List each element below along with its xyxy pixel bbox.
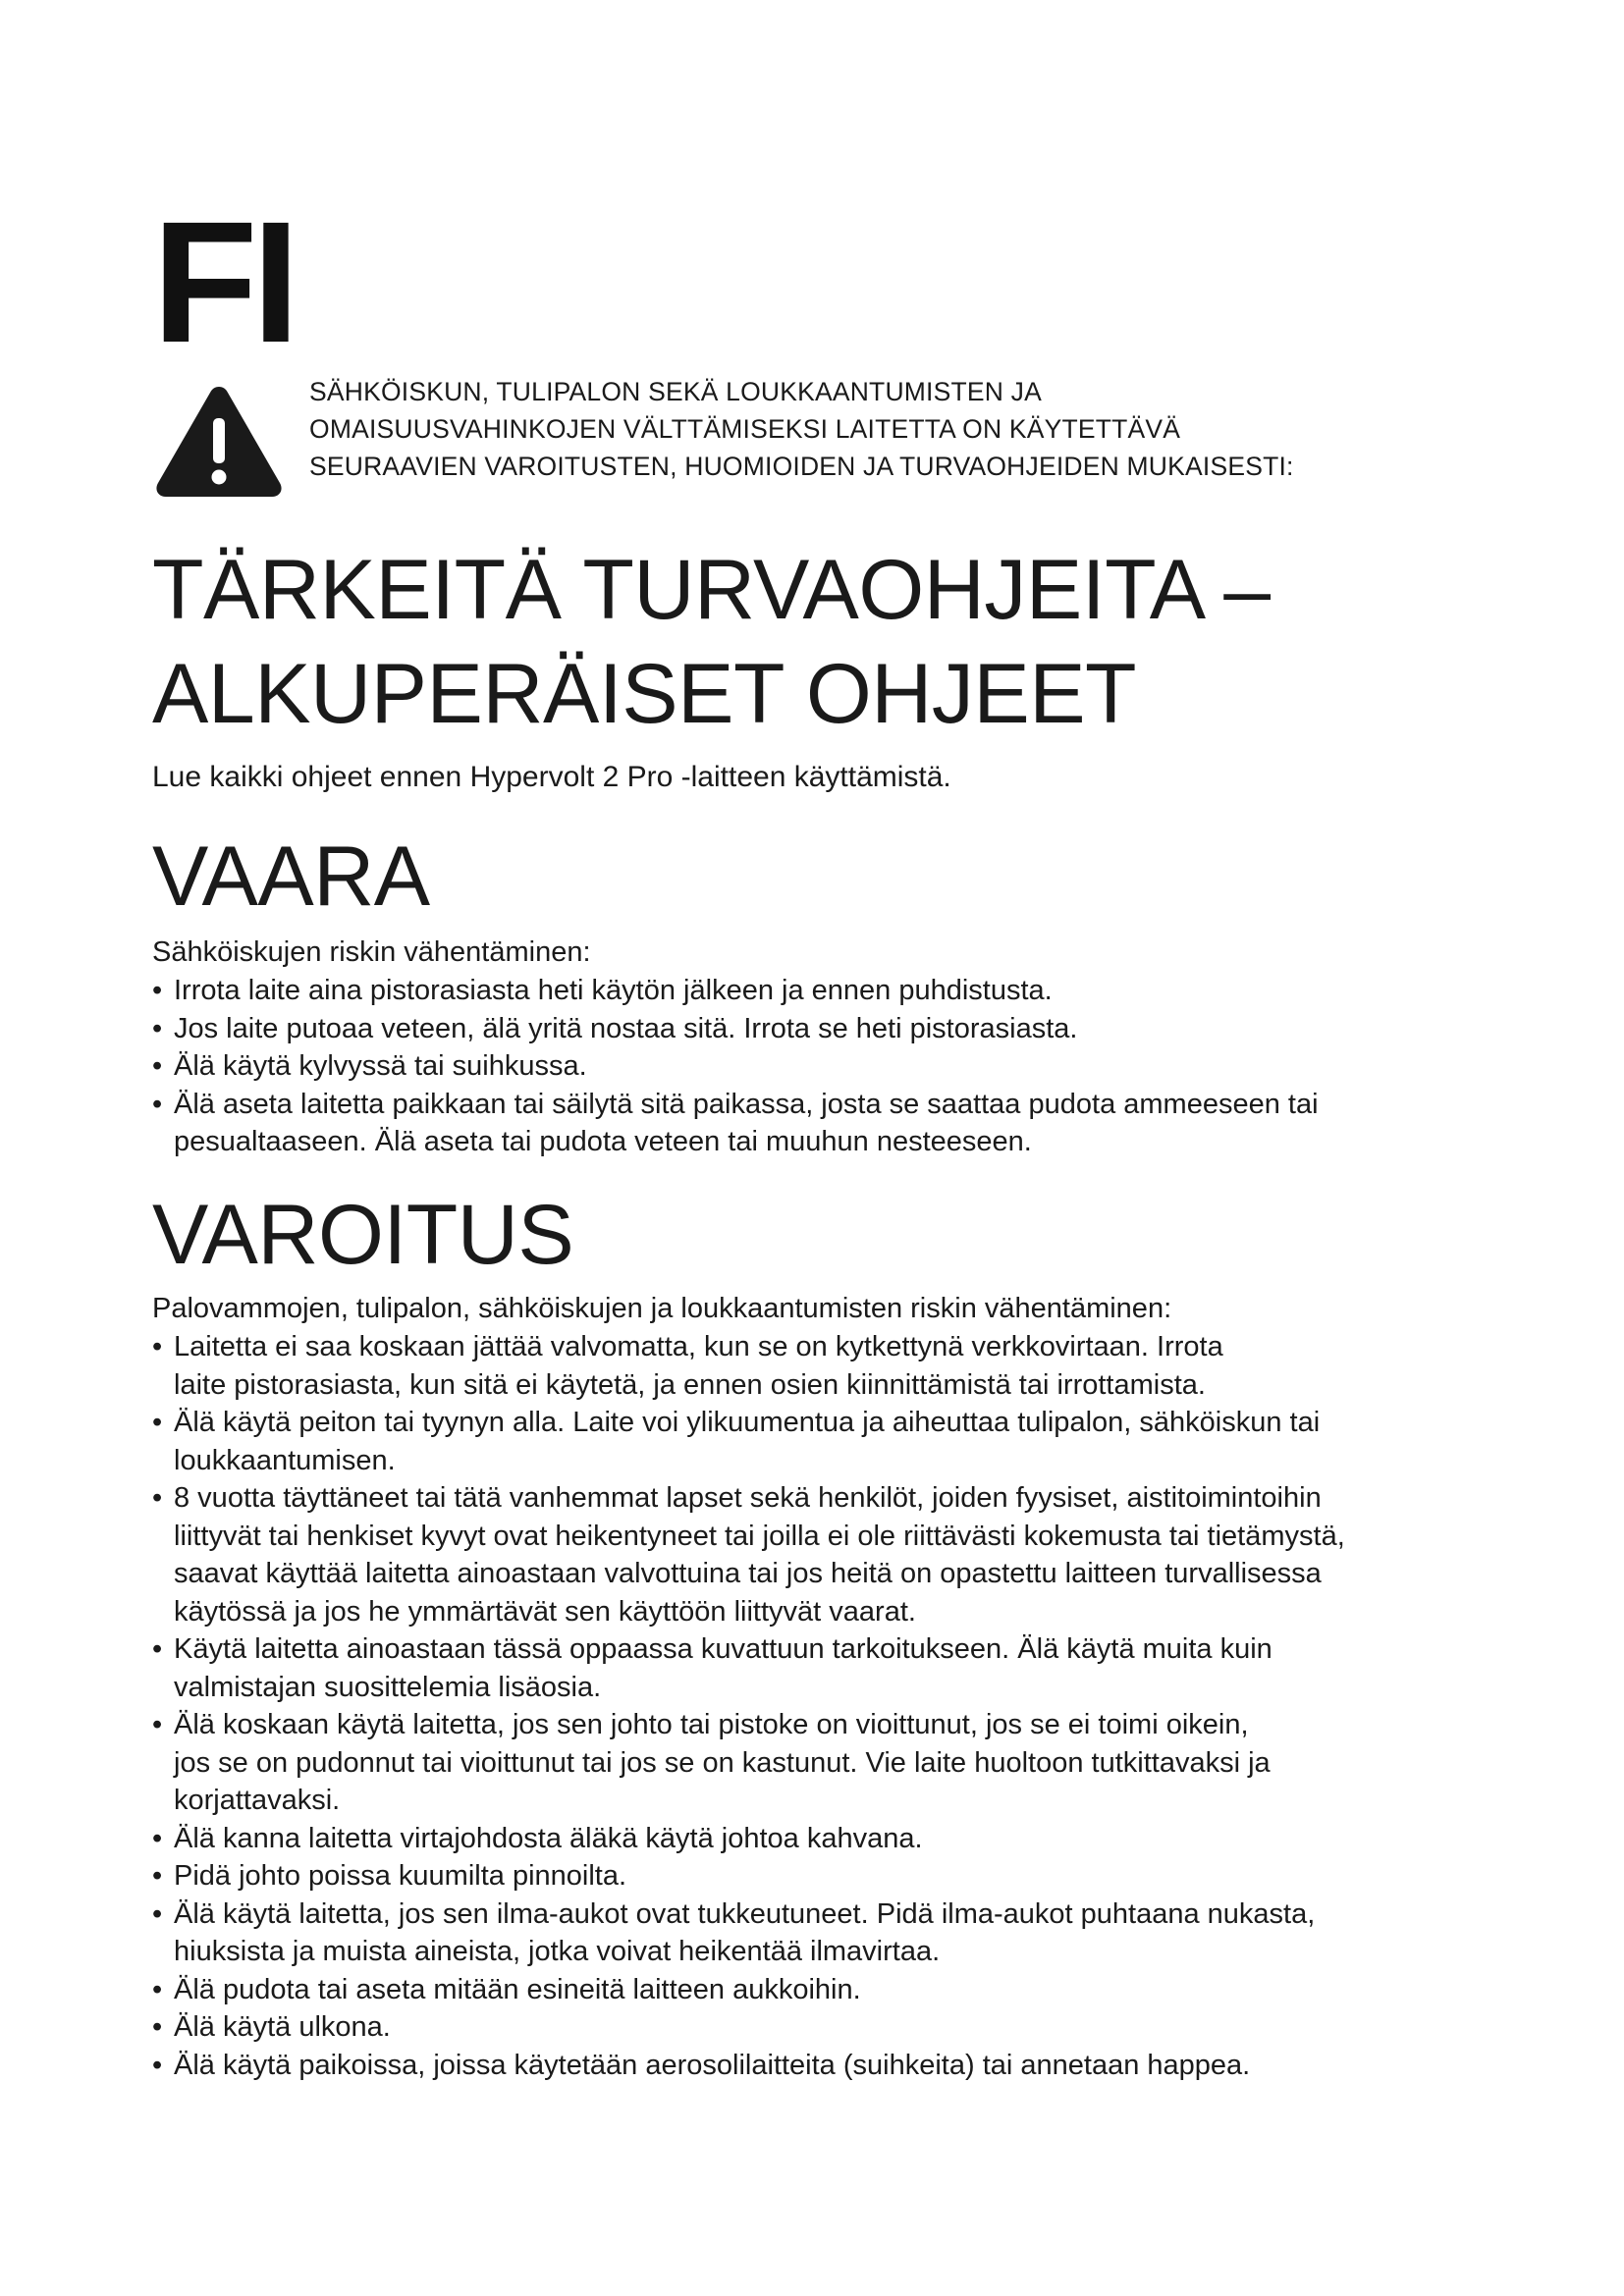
list-item (152, 1328, 1527, 1404)
list-item-line: saavat käyttää laitetta ainoastaan valvottuina tai jos heitä on opastettu laitteen turvallisessa (174, 1558, 1322, 1589)
danger-list (152, 972, 1527, 1161)
bullet-dot-icon: • (152, 1012, 163, 1044)
warning-heading: VAROITUS (152, 1188, 574, 1282)
list-item-line: Älä käytä kylvyssä tai suihkussa. (174, 1050, 587, 1082)
safety-notice (152, 373, 1507, 501)
list-item-line: loukkaantumisen. (174, 1444, 396, 1476)
list-item (152, 1086, 1527, 1161)
list-item (152, 1706, 1527, 1820)
intro-text: Lue kaikki ohjeet ennen Hypervolt 2 Pro -laitteen käyttämistä. (152, 761, 951, 793)
list-item-line: laite pistorasiasta, kun sitä ei käytetä, ja ennen osien kiinnittämistä tai irrottamista. (174, 1368, 1206, 1401)
danger-heading: VAARA (152, 829, 430, 924)
list-item-line: Älä koskaan käytä laitetta, jos sen johto tai pistoke on vioittunut, jos se ei toimi oikein, (174, 1709, 1249, 1740)
danger-intro: Sähköiskujen riskin vähentäminen: (152, 936, 591, 968)
bullet-dot-icon: • (152, 1709, 163, 1740)
list-item-line: Irrota laite aina pistorasiasta heti käytön jälkeen ja ennen puhdistusta. (174, 975, 1053, 1006)
bullet-dot-icon: • (152, 2049, 163, 2081)
list-item (152, 972, 1527, 1010)
list-item (152, 1971, 1527, 2009)
list-item-line: Laitetta ei saa koskaan jättää valvomatta, kun se on kytkettynä verkkovirtaan. Irrota (174, 1331, 1223, 1362)
bullet-dot-icon: • (152, 1331, 163, 1362)
list-item-line: Älä aseta laitetta paikkaan tai säilytä sitä paikassa, josta se saattaa pudota ammeeseen tai (174, 1088, 1319, 1120)
list-item-line: Älä käytä ulkona. (174, 2011, 391, 2043)
bullet-dot-icon: • (152, 1050, 163, 1082)
safety-notice-line: SÄHKÖISKUN, TULIPALON SEKÄ LOUKKAANTUMISTEN JA (309, 377, 1042, 406)
bullet-dot-icon: • (152, 1633, 163, 1665)
list-item (152, 1820, 1527, 1858)
safety-notice-line: OMAISUUSVAHINKOJEN VÄLTTÄMISEKSI LAITETTA ON KÄYTETTÄVÄ (309, 414, 1181, 444)
warning-intro: Palovammojen, tulipalon, sähköiskujen ja loukkaantumisten riskin vähentäminen: (152, 1293, 1172, 1324)
list-item-line: jos se on pudonnut tai vioittunut tai jos se on kastunut. Vie laite huoltoon tutkittavaksi ja (174, 1746, 1271, 1779)
list-item (152, 1047, 1527, 1086)
bullet-dot-icon: • (152, 1407, 163, 1438)
safety-notice-text (309, 373, 1527, 485)
page-title (152, 538, 1271, 746)
bullet-dot-icon: • (152, 1088, 163, 1120)
list-item (152, 1630, 1527, 1706)
language-code: FI (152, 187, 295, 379)
bullet-dot-icon: • (152, 1973, 163, 2005)
warning-list (152, 1328, 1527, 2084)
bullet-dot-icon: • (152, 1822, 163, 1854)
list-item-line: Älä käytä peiton tai tyynyn alla. Laite voi ylikuumentua ja aiheuttaa tulipalon, sähköiskun tai (174, 1407, 1321, 1438)
list-item-line: liittyvät tai henkiset kyvyt ovat heikentyneet tai joilla ei ole riittävästi kokemusta tai tietämystä, (174, 1520, 1345, 1552)
list-item-line: korjattavaksi. (174, 1785, 341, 1816)
list-item-line: Älä kanna laitetta virtajohdosta äläkä käytä johtoa kahvana. (174, 1822, 923, 1854)
bullet-dot-icon: • (152, 1860, 163, 1892)
list-item-line: käytössä ja jos he ymmärtävät sen käyttöön liittyvät vaarat. (174, 1595, 916, 1628)
list-item-line: 8 vuotta täyttäneet tai tätä vanhemmat lapset sekä henkilöt, joiden fyysiset, aistitoimintoihin (174, 1482, 1322, 1514)
safety-notice-line: SEURAAVIEN VAROITUSTEN, HUOMIOIDEN JA TURVAOHJEIDEN MUKAISESTI: (309, 452, 1294, 481)
bullet-dot-icon: • (152, 2011, 163, 2043)
list-item-line: valmistajan suosittelemia lisäosia. (174, 1671, 602, 1703)
list-item-line: Älä pudota tai aseta mitään esineitä laitteen aukkoihin. (174, 1973, 861, 2005)
list-item-line: Älä käytä paikoissa, joissa käytetään aerosolilaitteita (suihkeita) tai annetaan happea. (174, 2049, 1251, 2081)
list-item-line: pesualtaaseen. Älä aseta tai pudota veteen tai muuhun nesteeseen. (174, 1126, 1032, 1157)
bullet-dot-icon: • (152, 1482, 163, 1514)
list-item (152, 1896, 1527, 1971)
list-item-line: Käytä laitetta ainoastaan tässä oppaassa kuvattuun tarkoitukseen. Älä käytä muita kuin (174, 1633, 1272, 1665)
list-item-line: Älä käytä laitetta, jos sen ilma-aukot ovat tukkeutuneet. Pidä ilma-aukot puhtaana nukasta, (174, 1897, 1316, 1930)
list-item (152, 1857, 1527, 1896)
warning-triangle-icon (152, 381, 286, 499)
list-item-line: Jos laite putoaa veteen, älä yritä nostaa sitä. Irrota se heti pistorasiasta. (174, 1012, 1078, 1044)
list-item (152, 1010, 1527, 1048)
list-item (152, 1404, 1527, 1479)
list-item (152, 2008, 1527, 2047)
page-title-line-2: ALKUPERÄISET OHJEET (152, 647, 1137, 741)
list-item (152, 2047, 1527, 2085)
bullet-dot-icon: • (152, 975, 163, 1006)
list-item (152, 1479, 1527, 1630)
list-item-line: hiuksista ja muista aineista, jotka voivat heikentää ilmavirtaa. (174, 1936, 941, 1967)
bullet-dot-icon: • (152, 1897, 163, 1930)
page-title-line-1: TÄRKEITÄ TURVAOHJEITA – (152, 543, 1271, 637)
list-item-line: Pidä johto poissa kuumilta pinnoilta. (174, 1860, 627, 1892)
